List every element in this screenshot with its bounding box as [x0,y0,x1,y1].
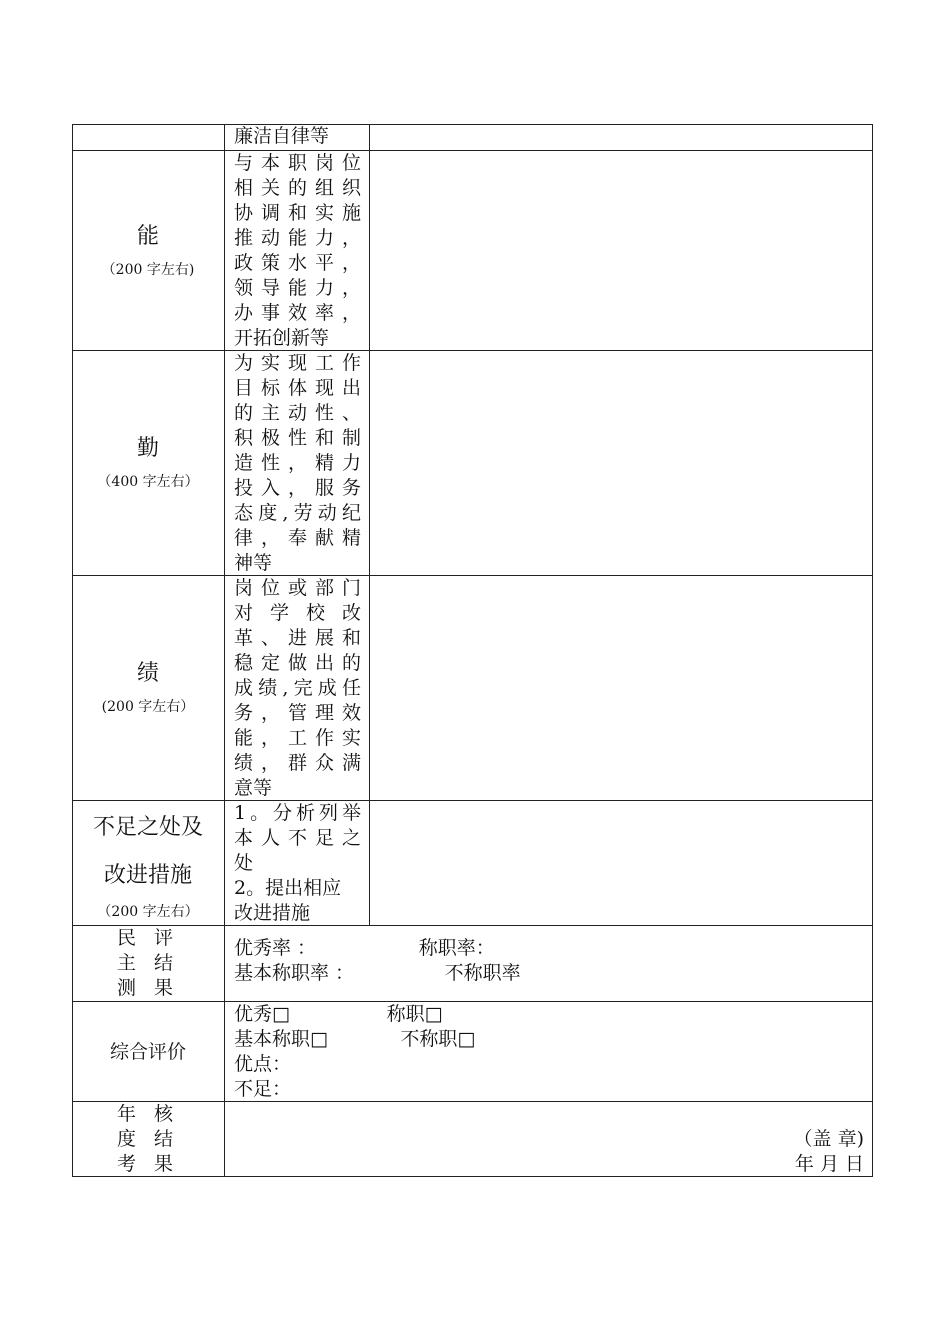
criteria-line: 岗位或部门 [234,577,361,599]
criteria-line: 改进措施 [234,902,311,924]
criteria-line: 投入，服务 [234,477,361,499]
row-title-line: 测 果 [116,977,180,999]
row-neng-label [72,151,225,351]
row-qin-input[interactable] [370,351,873,576]
row-neng-input[interactable] [370,151,873,351]
row-title-line: 年 核 [116,1102,180,1125]
criteria-line: 为实现工作 [234,352,361,374]
row-neng-criteria [225,151,370,351]
row-title-line: 民 评 [116,927,180,949]
row-niandu-content[interactable] [225,1102,873,1177]
row-buzu-input[interactable] [370,801,873,926]
word-limit-note: （200 字左右） [97,904,199,920]
seal-label: （盖 章) [793,1128,864,1150]
criteria-line: 目标体现出 [234,377,361,399]
criteria-line: 本人不足之 [234,827,361,849]
criteria-line: 2。提出相应 [234,877,342,899]
criteria-line: 务，管理效 [234,702,361,724]
evaluation-form-table [72,124,873,1177]
overall-grade-options-1[interactable]: 优秀□ 称职□ [234,1003,443,1025]
row-minping-label [72,926,225,1002]
row-ji-label [72,576,225,801]
criteria-line: 积极性和制 [234,427,361,449]
row-title-line: 度 结 [116,1127,180,1150]
criteria-line: 协调和实施 [234,202,361,224]
row-title: 绩 [136,661,159,686]
criteria-line: 稳定做出的 [234,652,361,674]
criteria-line: 相关的组织 [234,177,361,199]
criteria-line: 律，奉献精 [234,527,361,549]
row-lian-label-cell [72,124,225,151]
word-limit-note: (200 字左右） [101,699,195,715]
row-title-line-1: 不足之处及 [92,815,203,840]
criteria-line: 神等 [234,552,273,574]
criteria-line: 造性，精力 [234,452,361,474]
criteria-line: 推动能力， [234,227,361,249]
criteria-line: 态度,劳动纪 [234,502,361,524]
criteria-line: 与本职岗位 [234,152,361,174]
row-title: 能 [136,223,159,249]
criteria-line: 政策水平， [234,252,361,274]
weaknesses-label: 不足： [234,1078,292,1100]
row-title: 综合评价 [109,1040,186,1063]
row-zonghe-content[interactable] [225,1002,873,1102]
word-limit-note: （400 字左右） [97,474,199,490]
row-title: 勤 [136,436,159,461]
row-zonghe-label [72,1002,225,1102]
rating-rates-line-1: 优秀率 ： 称职率： [234,937,495,959]
criteria-line: 能，工作实 [234,727,361,749]
row-title-line: 主 结 [116,952,180,974]
criteria-line: 对学校改 [234,602,361,624]
row-minping-content[interactable] [225,926,873,1002]
criteria-line: 革、进展和 [234,627,361,649]
row-lian-input[interactable] [370,124,873,151]
row-title-line: 考 果 [116,1152,180,1175]
date-label: 年 月 日 [794,1153,864,1175]
row-buzu-criteria [225,801,370,926]
criteria-line: 1。分析列举 [234,802,361,824]
row-ji-input[interactable] [370,576,873,801]
word-limit-note: （200 字左右) [101,261,195,278]
criteria-line: 开拓创新等 [234,327,330,349]
strengths-label: 优点： [234,1053,292,1075]
row-qin-criteria [225,351,370,576]
rating-rates-line-2: 基本称职率 ： 不称职率 [234,962,521,984]
criteria-line: 成绩,完成任 [234,677,361,699]
criteria-line: 处 [234,852,254,874]
criteria-line: 的主动性、 [234,402,361,424]
overall-grade-options-2[interactable]: 基本称职□ 不称职□ [234,1028,476,1050]
criteria-line: 领导能力， [234,277,361,299]
criteria-line: 意等 [234,777,273,799]
criteria-line: 办事效率， [234,302,361,324]
criteria-line: 绩，群众满 [234,752,361,774]
row-ji-criteria [225,576,370,801]
row-lian-criteria [225,124,370,151]
row-niandu-label [72,1102,225,1177]
row-qin-label [72,351,225,576]
criteria-line: 廉洁自律等 [234,125,330,147]
row-title-line-2: 改进措施 [103,863,192,888]
row-buzu-label [72,801,225,926]
